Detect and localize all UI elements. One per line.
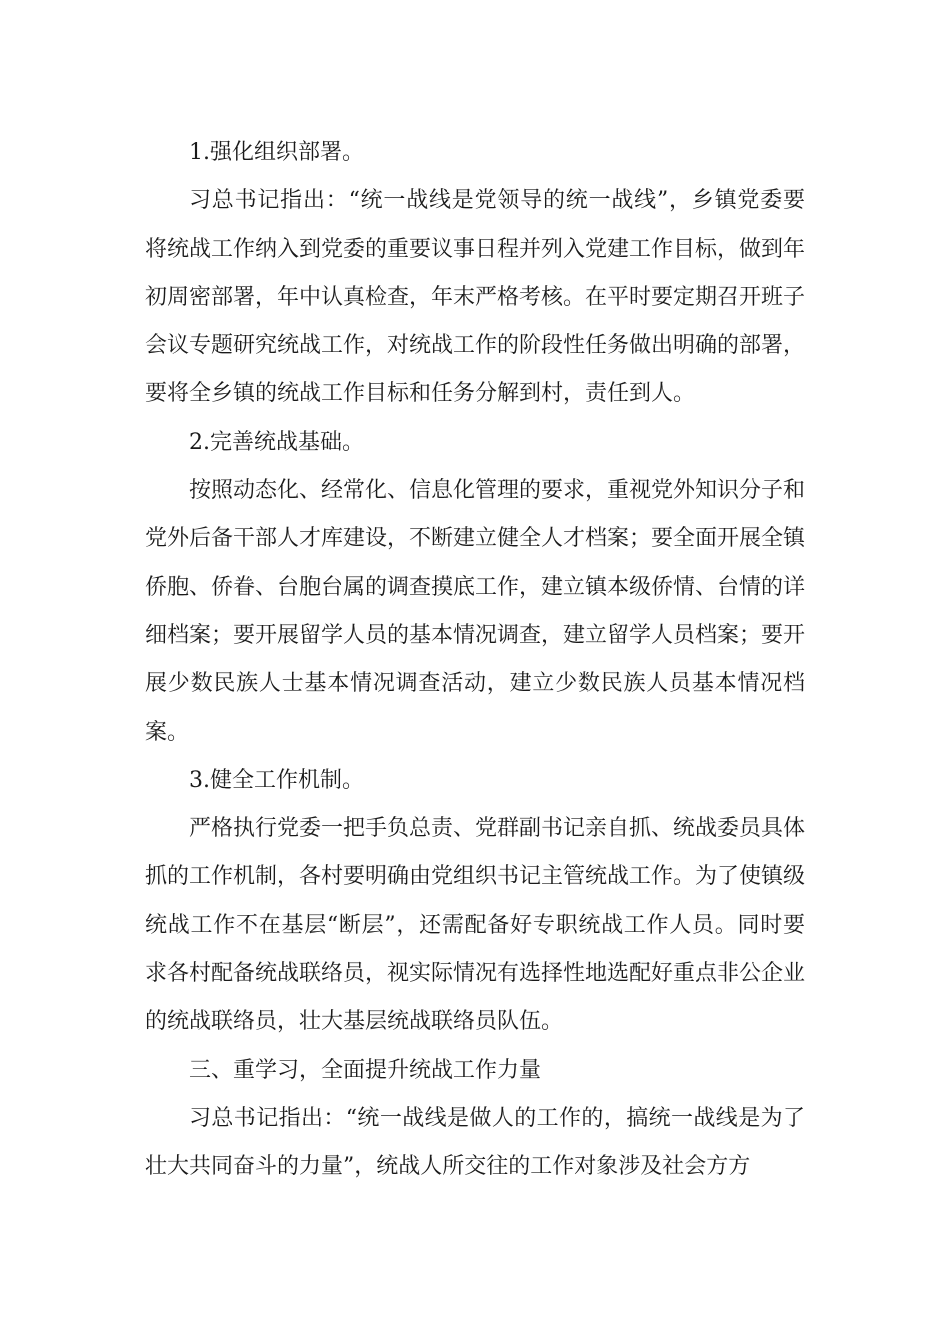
- paragraph-body: 习总书记指出：“统一战线是做人的工作的，搞统一战线是为了壮大共同奋斗的力量”，统战人所交往的工作对象涉及社会方方: [145, 1105, 805, 1180]
- section-heading-study: 三、重学习，全面提升统战工作力量: [189, 1057, 542, 1083]
- heading-work-mechanism: 3.健全工作机制。: [189, 767, 364, 793]
- paragraph-body: 严格执行党委一把手负总责、党群副书记亲自抓、统战委员具体抓的工作机制，各村要明确由党组织书记主管统战工作。为了使镇级统战工作不在基层“断层”，还需配备好专职统战工作人员。同时要求各村配备统战联络员，视实际情况有选择性地选配好重点非公企业的统战联络员，壮大基层统战联络员队伍。: [145, 816, 806, 1035]
- heading-strengthen-organization: 1.强化组织部署。: [189, 140, 364, 165]
- document-body: [145, 129, 805, 1192]
- paragraph-body: 习总书记指出：“统一战线是党领导的统一战线”，乡镇党委要将统战工作纳入到党委的重要议事日程并列入党建工作目标，做到年初周密部署，年中认真检查，年末严格考核。在平时要定期召开班子会议专题研究统战工作，对统战工作的阶段性任务做出明确的部署，要将全乡镇的统战工作目标和任务分解到村，责任到人。: [145, 188, 806, 407]
- heading-improve-foundation: 2.完善统战基础。: [189, 429, 364, 455]
- paragraph-body: 按照动态化、经常化、信息化管理的要求，重视党外知识分子和党外后备干部人才库建设，不断建立健全人才档案；要全面开展全镇侨胞、侨眷、台胞台属的调查摸底工作，建立镇本级侨情、台情的详细档案；要开展留学人员的基本情况调查，建立留学人员档案；要开展少数民族人士基本情况调查活动，建立少数民族人员基本情况档案。: [145, 478, 806, 745]
